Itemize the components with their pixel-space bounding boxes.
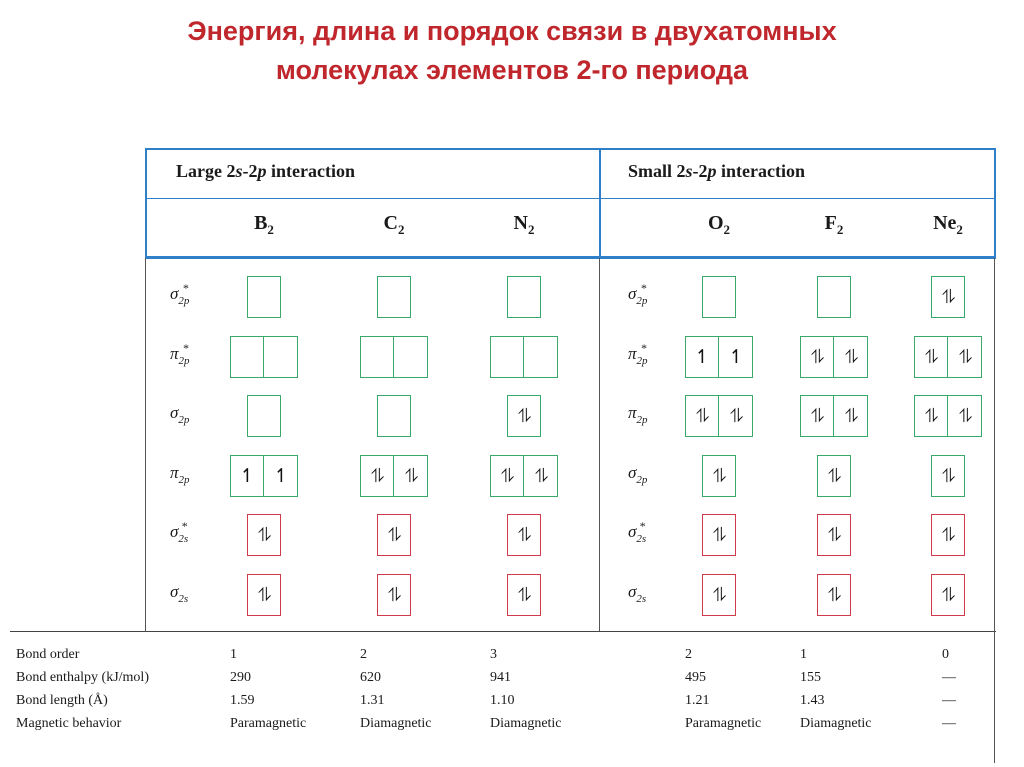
electron-cell: ⥮ — [958, 405, 973, 427]
orbital-label-left-1 — [170, 341, 210, 367]
property-value-b2-2: 1.59 — [230, 693, 255, 708]
orbital-greek: σ — [628, 582, 637, 601]
orbital-box-f2-0 — [817, 276, 851, 318]
orbital-star: * — [640, 341, 647, 355]
electron-cell: ⥮ — [810, 346, 825, 368]
orbital-label-left-3 — [170, 463, 210, 486]
property-value-n2-3: Diamagnetic — [490, 716, 562, 731]
electron-cell — [395, 337, 428, 377]
electron-cell: ⥮ — [827, 584, 842, 606]
orbital-box-b2-1 — [230, 336, 298, 378]
electron-cell: ⥮ — [712, 524, 727, 546]
orbital-greek: σ — [170, 284, 179, 303]
orbital-greek: π — [170, 463, 179, 482]
orbital-star: * — [181, 519, 188, 533]
orbital-greek: π — [628, 403, 637, 422]
property-value-n2-1: 941 — [490, 670, 511, 685]
molecule-symbol: C — [383, 212, 398, 234]
orbital-box-o2-0 — [702, 276, 736, 318]
electron-cell: ⥮ — [924, 346, 939, 368]
orbital-box-f2-2 — [800, 395, 868, 437]
group-divider-body — [599, 258, 600, 631]
property-label-2: Bond length (Å) — [16, 693, 108, 708]
table-left-border — [145, 148, 147, 258]
property-value-c2-1: 620 — [360, 670, 381, 685]
property-value-ne2-3: — — [942, 716, 956, 731]
electron-cell: ⥮ — [827, 465, 842, 487]
electron-cell: ⥮ — [500, 465, 515, 487]
orbital-subscript: 2p — [178, 295, 190, 307]
property-value-o2-0: 2 — [685, 647, 692, 662]
property-label-0: Bond order — [16, 647, 80, 662]
orbital-box-n2-3 — [490, 455, 558, 497]
electron-cell — [378, 277, 411, 317]
property-value-o2-3: Paramagnetic — [685, 716, 762, 731]
property-value-c2-2: 1.31 — [360, 693, 385, 708]
orbital-star: * — [182, 281, 189, 295]
electron-cell: ⥮ — [257, 524, 272, 546]
orbital-box-c2-2 — [377, 395, 411, 437]
page-title — [0, 12, 1024, 90]
molecule-symbol: Ne — [933, 212, 957, 234]
electron-cell: ⥮ — [844, 346, 859, 368]
orbital-greek: π — [628, 344, 637, 363]
property-value-ne2-1: — — [942, 670, 956, 685]
orbital-greek: π — [170, 344, 179, 363]
orbital-label-left-0 — [170, 281, 210, 307]
molecule-subscript: 2 — [956, 222, 963, 237]
orbital-subscript: 2p — [178, 414, 190, 426]
orbital-box-c2-3 — [360, 455, 428, 497]
electron-cell — [378, 396, 411, 436]
molecule-symbol: B — [254, 212, 268, 234]
electron-cell — [508, 277, 541, 317]
property-value-b2-3: Paramagnetic — [230, 716, 307, 731]
orbital-label-left-4 — [170, 519, 210, 545]
orbital-box-n2-0 — [507, 276, 541, 318]
electron-cell: ↿ — [239, 465, 256, 487]
electron-cell: ⥮ — [517, 405, 532, 427]
orbital-subscript: 2p — [178, 474, 190, 486]
orbital-box-n2-4 — [507, 514, 541, 556]
orbital-subscript: 2s — [636, 533, 647, 545]
property-label-1: Bond enthalpy (kJ/mol) — [16, 670, 149, 685]
molecule-symbol: O — [707, 212, 724, 234]
orbital-box-f2-4 — [817, 514, 851, 556]
molecule-header-ne2 — [918, 212, 978, 235]
electron-cell: ⥮ — [941, 286, 956, 308]
electron-cell: ↿ — [694, 346, 711, 368]
orbital-label-right-1 — [628, 341, 668, 367]
table-top-rule — [145, 148, 996, 150]
electron-cell: ⥮ — [958, 346, 973, 368]
orbital-label-right-2 — [628, 403, 668, 426]
orbital-box-b2-3 — [230, 455, 298, 497]
orbital-box-b2-2 — [247, 395, 281, 437]
electron-cell — [703, 277, 736, 317]
molecule-subscript: 2 — [723, 222, 731, 237]
orbital-box-f2-3 — [817, 455, 851, 497]
electron-cell: ⥮ — [370, 465, 385, 487]
molecule-header-n2 — [494, 212, 554, 235]
orbital-box-o2-5 — [702, 574, 736, 616]
electron-cell: ⥮ — [827, 524, 842, 546]
property-value-ne2-2: — — [942, 693, 956, 708]
orbital-star: * — [182, 341, 189, 355]
orbital-box-f2-5 — [817, 574, 851, 616]
property-value-f2-3: Diamagnetic — [800, 716, 872, 731]
orbital-greek: σ — [170, 582, 179, 601]
electron-cell: ⥮ — [517, 584, 532, 606]
orbital-box-o2-2 — [685, 395, 753, 437]
orbital-box-b2-5 — [247, 574, 281, 616]
property-value-f2-1: 155 — [800, 670, 821, 685]
table-right-border — [994, 148, 996, 258]
orbital-greek: σ — [628, 522, 637, 541]
property-label-3: Magnetic behavior — [16, 716, 122, 731]
electron-cell — [818, 277, 851, 317]
electron-cell: ⥮ — [712, 465, 727, 487]
table-left-border-body — [145, 258, 146, 631]
orbital-box-b2-4 — [247, 514, 281, 556]
electron-cell: ⥮ — [695, 405, 710, 427]
property-value-o2-2: 1.21 — [685, 693, 710, 708]
group-header-large: Large 2s-2p interaction — [176, 161, 355, 181]
orbital-box-ne2-4 — [931, 514, 965, 556]
electron-cell — [361, 337, 394, 377]
electron-cell: ⥮ — [387, 584, 402, 606]
orbital-box-ne2-5 — [931, 574, 965, 616]
electron-cell: ⥮ — [712, 584, 727, 606]
orbital-subscript: 2p — [636, 414, 648, 426]
orbital-label-right-0 — [628, 281, 668, 307]
orbital-label-left-5 — [170, 582, 210, 605]
orbital-box-c2-0 — [377, 276, 411, 318]
electron-cell: ⥮ — [534, 465, 549, 487]
molecule-subscript: 2 — [267, 222, 274, 237]
electron-cell: ↿ — [273, 465, 290, 487]
molecule-symbol: F — [824, 212, 837, 234]
orbital-subscript: 2p — [636, 355, 648, 367]
electron-cell — [265, 337, 298, 377]
electron-cell: ⥮ — [924, 405, 939, 427]
property-value-b2-0: 1 — [230, 647, 237, 662]
orbital-box-c2-5 — [377, 574, 411, 616]
property-value-n2-2: 1.10 — [490, 693, 515, 708]
property-value-b2-1: 290 — [230, 670, 251, 685]
orbital-subscript: 2s — [636, 593, 647, 605]
header-bottom-rule — [145, 256, 996, 259]
electron-cell: ⥮ — [387, 524, 402, 546]
orbital-label-left-2 — [170, 403, 210, 426]
electron-cell: ⥮ — [404, 465, 419, 487]
orbital-label-right-3 — [628, 463, 668, 486]
molecule-symbol: N — [513, 212, 528, 234]
electron-cell: ↿ — [728, 346, 745, 368]
orbital-star: * — [640, 281, 647, 295]
molecule-subscript: 2 — [397, 222, 405, 237]
orbital-subscript: 2s — [178, 533, 189, 545]
molecule-header-o2 — [689, 212, 749, 235]
orbital-box-c2-1 — [360, 336, 428, 378]
orbital-greek: σ — [628, 463, 637, 482]
orbital-box-ne2-3 — [931, 455, 965, 497]
molecule-header-b2 — [234, 212, 294, 235]
group-header-small: Small 2s-2p interaction — [628, 161, 806, 181]
electron-cell — [525, 337, 558, 377]
orbital-box-ne2-0 — [931, 276, 965, 318]
property-value-ne2-0: 0 — [942, 647, 949, 662]
table-right-border-body — [994, 258, 995, 763]
orbital-subscript: 2p — [636, 474, 648, 486]
orbital-box-ne2-2 — [914, 395, 982, 437]
orbital-subscript: 2p — [178, 355, 190, 367]
orbital-subscript: 2p — [636, 295, 648, 307]
orbital-box-o2-1 — [685, 336, 753, 378]
orbital-box-n2-5 — [507, 574, 541, 616]
orbital-box-f2-1 — [800, 336, 868, 378]
title-line-1: Энергия, длина и порядок связи в двухатомных — [187, 16, 837, 46]
property-value-o2-1: 495 — [685, 670, 706, 685]
group-divider — [599, 148, 601, 258]
molecule-subscript: 2 — [836, 222, 844, 237]
electron-cell: ⥮ — [941, 584, 956, 606]
orbital-box-b2-0 — [247, 276, 281, 318]
electron-cell: ⥮ — [257, 584, 272, 606]
orbital-greek: σ — [170, 522, 179, 541]
title-line-2: молекулах элементов 2-го периода — [275, 55, 749, 85]
property-value-c2-3: Diamagnetic — [360, 716, 432, 731]
orbital-star: * — [639, 519, 646, 533]
orbital-subscript: 2s — [178, 593, 189, 605]
orbital-box-ne2-1 — [914, 336, 982, 378]
orbital-greek: σ — [170, 403, 179, 422]
electron-cell: ⥮ — [517, 524, 532, 546]
electron-cell: ⥮ — [941, 524, 956, 546]
electron-cell: ⥮ — [844, 405, 859, 427]
orbital-box-n2-1 — [490, 336, 558, 378]
orbital-box-c2-4 — [377, 514, 411, 556]
electron-cell: ⥮ — [729, 405, 744, 427]
electron-cell — [491, 337, 524, 377]
molecule-subscript: 2 — [527, 222, 535, 237]
orbital-label-right-5 — [628, 582, 668, 605]
property-value-c2-0: 2 — [360, 647, 367, 662]
electron-cell: ⥮ — [941, 465, 956, 487]
orbital-box-n2-2 — [507, 395, 541, 437]
molecule-header-c2 — [364, 212, 424, 235]
electron-cell — [248, 277, 281, 317]
orbital-box-o2-3 — [702, 455, 736, 497]
electron-cell: ⥮ — [810, 405, 825, 427]
orbital-label-right-4 — [628, 519, 668, 545]
orbital-box-o2-4 — [702, 514, 736, 556]
body-bottom-rule — [10, 631, 996, 632]
property-value-f2-0: 1 — [800, 647, 807, 662]
molecule-header-f2 — [804, 212, 864, 235]
orbital-greek: σ — [628, 284, 637, 303]
property-value-f2-2: 1.43 — [800, 693, 825, 708]
property-value-n2-0: 3 — [490, 647, 497, 662]
header-divider-rule — [145, 198, 996, 199]
electron-cell — [231, 337, 264, 377]
electron-cell — [248, 396, 281, 436]
